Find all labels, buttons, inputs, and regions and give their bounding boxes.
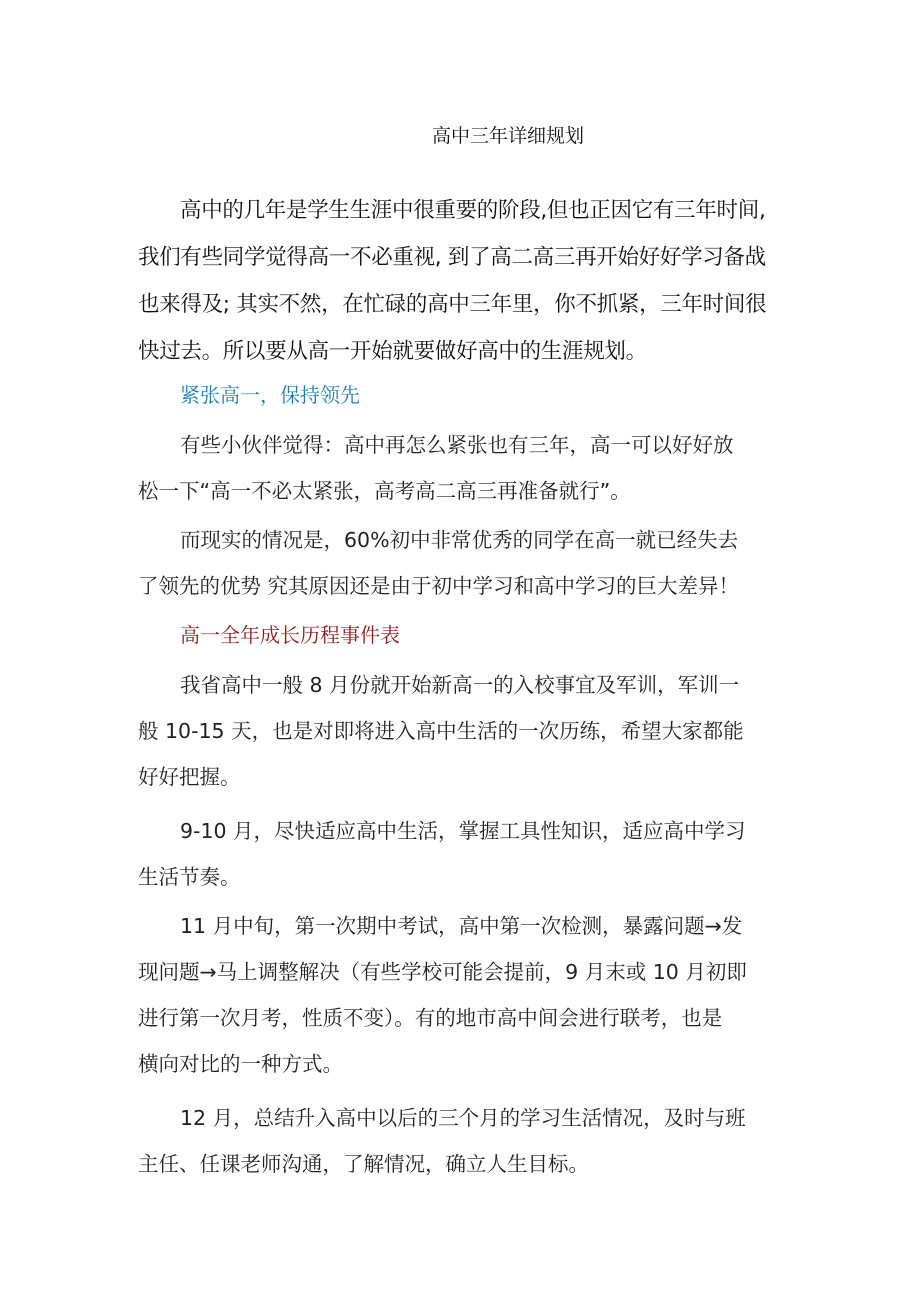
text-line: 了领先的优势 究其原因还是由于初中学习和高中学习的巨大差异！: [138, 574, 740, 598]
paragraph-august: [138, 662, 788, 800]
section-heading-timeline: 高一全年成长历程事件表: [180, 623, 400, 647]
text-line: 横向对比的一种方式。: [138, 1052, 343, 1076]
paragraph-relax-myth: [138, 422, 788, 514]
text-line: 而现实的情况是，60%初中非常优秀的同学在高一就已经失去: [180, 528, 739, 552]
intro-paragraph: [138, 187, 788, 375]
text-line: 也来得及; 其实不然，在忙碌的高中三年里，你不抓紧，三年时间很: [138, 292, 767, 317]
text-line: 9-10 月，尽快适应高中生活，掌握工具性知识，适应高中学习: [180, 819, 746, 843]
text-line: 快过去。所以要从高一开始就要做好高中的生涯规划。: [138, 339, 647, 364]
paragraph-december: [138, 1095, 788, 1187]
text-line: 有些小伙伴觉得：高中再怎么紧张也有三年，高一可以好好放: [180, 433, 734, 457]
text-line: 我们有些同学觉得高一不必重视, 到了高二高三再开始好好学习备战: [138, 245, 766, 270]
text-line: 主任、任课老师沟通，了解情况，确立人生目标。: [138, 1152, 589, 1176]
paragraph-november: [138, 903, 788, 1087]
text-line: 般 10-15 天，也是对即将进入高中生活的一次历练，希望大家都能: [138, 719, 744, 743]
paragraph-reality: [138, 517, 788, 609]
text-line: 生活节奏。: [138, 865, 241, 889]
section-heading-grade10-lead: 紧张高一，保持领先: [180, 383, 360, 407]
text-line: 松一下“高一不必太紧张，高考高二高三再准备就行”。: [138, 479, 631, 503]
text-line: 高中的几年是学生生涯中很重要的阶段,但也正因它有三年时间,: [180, 198, 766, 223]
text-line: 11 月中旬，第一次期中考试，高中第一次检测，暴露问题→发: [180, 914, 743, 938]
text-line: 现问题→马上调整解决（有些学校可能会提前，9 月末或 10 月初即: [138, 960, 747, 984]
document-title: 高中三年详细规划: [431, 125, 584, 147]
paragraph-sep-oct: [138, 808, 788, 900]
text-line: 12 月，总结升入高中以后的三个月的学习生活情况，及时与班: [180, 1106, 746, 1130]
text-line: 我省高中一般 8 月份就开始新高一的入校事宜及军训，军训一: [180, 673, 740, 697]
text-line: 进行第一次月考，性质不变）。有的地市高中间会进行联考，也是: [138, 1006, 723, 1030]
text-line: 好好把握。: [138, 765, 241, 789]
